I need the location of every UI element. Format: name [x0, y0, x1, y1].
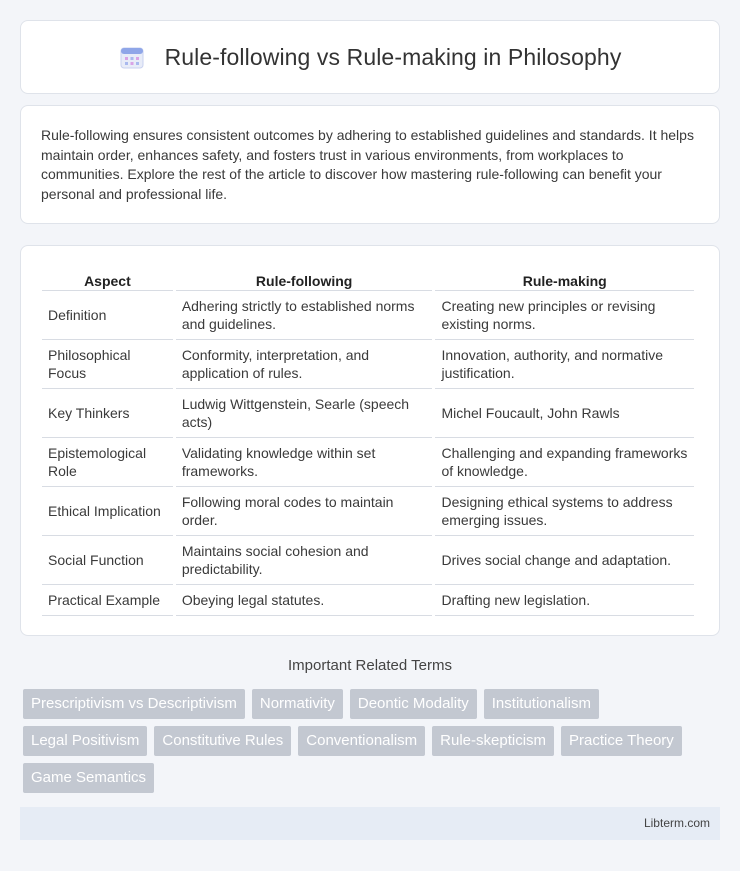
related-term-tag[interactable]: Institutionalism [484, 689, 599, 719]
comparison-table [39, 266, 697, 616]
table-cell-rule-making: Drives social change and adaptation. [435, 536, 694, 585]
table-cell-rule-following: Validating knowledge within set frameworks. [176, 438, 433, 487]
calendar-icon [119, 44, 145, 70]
related-term-tag[interactable]: Legal Positivism [23, 726, 147, 756]
table-cell-rule-making: Creating new principles or revising existing norms. [435, 291, 694, 340]
table-cell-aspect: Key Thinkers [42, 389, 173, 438]
related-term-tag[interactable]: Deontic Modality [350, 689, 477, 719]
related-terms-list [23, 689, 723, 800]
table-row [42, 585, 694, 616]
table-row [42, 438, 694, 487]
table-cell-aspect: Practical Example [42, 585, 173, 616]
related-term-tag[interactable]: Prescriptivism vs Descriptivism [23, 689, 245, 719]
related-term-tag[interactable]: Practice Theory [561, 726, 682, 756]
table-cell-rule-making: Innovation, authority, and normative justification. [435, 340, 694, 389]
footer [20, 807, 720, 840]
related-term-tag[interactable]: Conventionalism [298, 726, 425, 756]
table-cell-aspect: Epistemological Role [42, 438, 173, 487]
table-cell-rule-making: Drafting new legislation. [435, 585, 694, 616]
table-cell-aspect: Definition [42, 291, 173, 340]
table-row [42, 340, 694, 389]
comparison-card [20, 245, 720, 636]
table-cell-rule-making: Challenging and expanding frameworks of knowledge. [435, 438, 694, 487]
related-term-tag[interactable]: Rule-skepticism [432, 726, 554, 756]
page-title: Rule-following vs Rule-making in Philosophy [164, 43, 622, 70]
table-cell-aspect: Social Function [42, 536, 173, 585]
intro-card [20, 105, 720, 224]
column-header-rule-making: Rule-making [435, 266, 694, 291]
table-cell-aspect: Philosophical Focus [42, 340, 173, 389]
related-term-tag[interactable]: Game Semantics [23, 763, 154, 793]
table-row [42, 536, 694, 585]
title-card [20, 20, 720, 94]
table-cell-rule-making: Michel Foucault, John Rawls [435, 389, 694, 438]
table-cell-rule-following: Adhering strictly to established norms and guidelines. [176, 291, 433, 340]
footer-site-link[interactable]: Libterm.com [643, 816, 710, 830]
related-term-tag[interactable]: Normativity [252, 689, 343, 719]
table-cell-rule-making: Designing ethical systems to address emerging issues. [435, 487, 694, 536]
related-term-tag[interactable]: Constitutive Rules [154, 726, 291, 756]
table-cell-rule-following: Conformity, interpretation, and application of rules. [176, 340, 433, 389]
table-row [42, 487, 694, 536]
table-cell-rule-following: Maintains social cohesion and predictability. [176, 536, 433, 585]
related-terms-heading: Important Related Terms [288, 657, 452, 674]
column-header-aspect: Aspect [42, 266, 173, 291]
table-row [42, 291, 694, 340]
table-row [42, 389, 694, 438]
table-cell-rule-following: Obeying legal statutes. [176, 585, 433, 616]
table-cell-aspect: Ethical Implication [42, 487, 173, 536]
table-cell-rule-following: Following moral codes to maintain order. [176, 487, 433, 536]
intro-paragraph: Rule-following ensures consistent outcomes by adhering to established guidelines and standards. It helps maintain order, enhances safety, and fosters trust in various environments, from workplaces to communities. Explore the rest of the article to discover how mastering rule-following can benefit your personal and professional life. [41, 127, 694, 202]
column-header-rule-following: Rule-following [176, 266, 433, 291]
table-cell-rule-following: Ludwig Wittgenstein, Searle (speech acts) [176, 389, 433, 438]
